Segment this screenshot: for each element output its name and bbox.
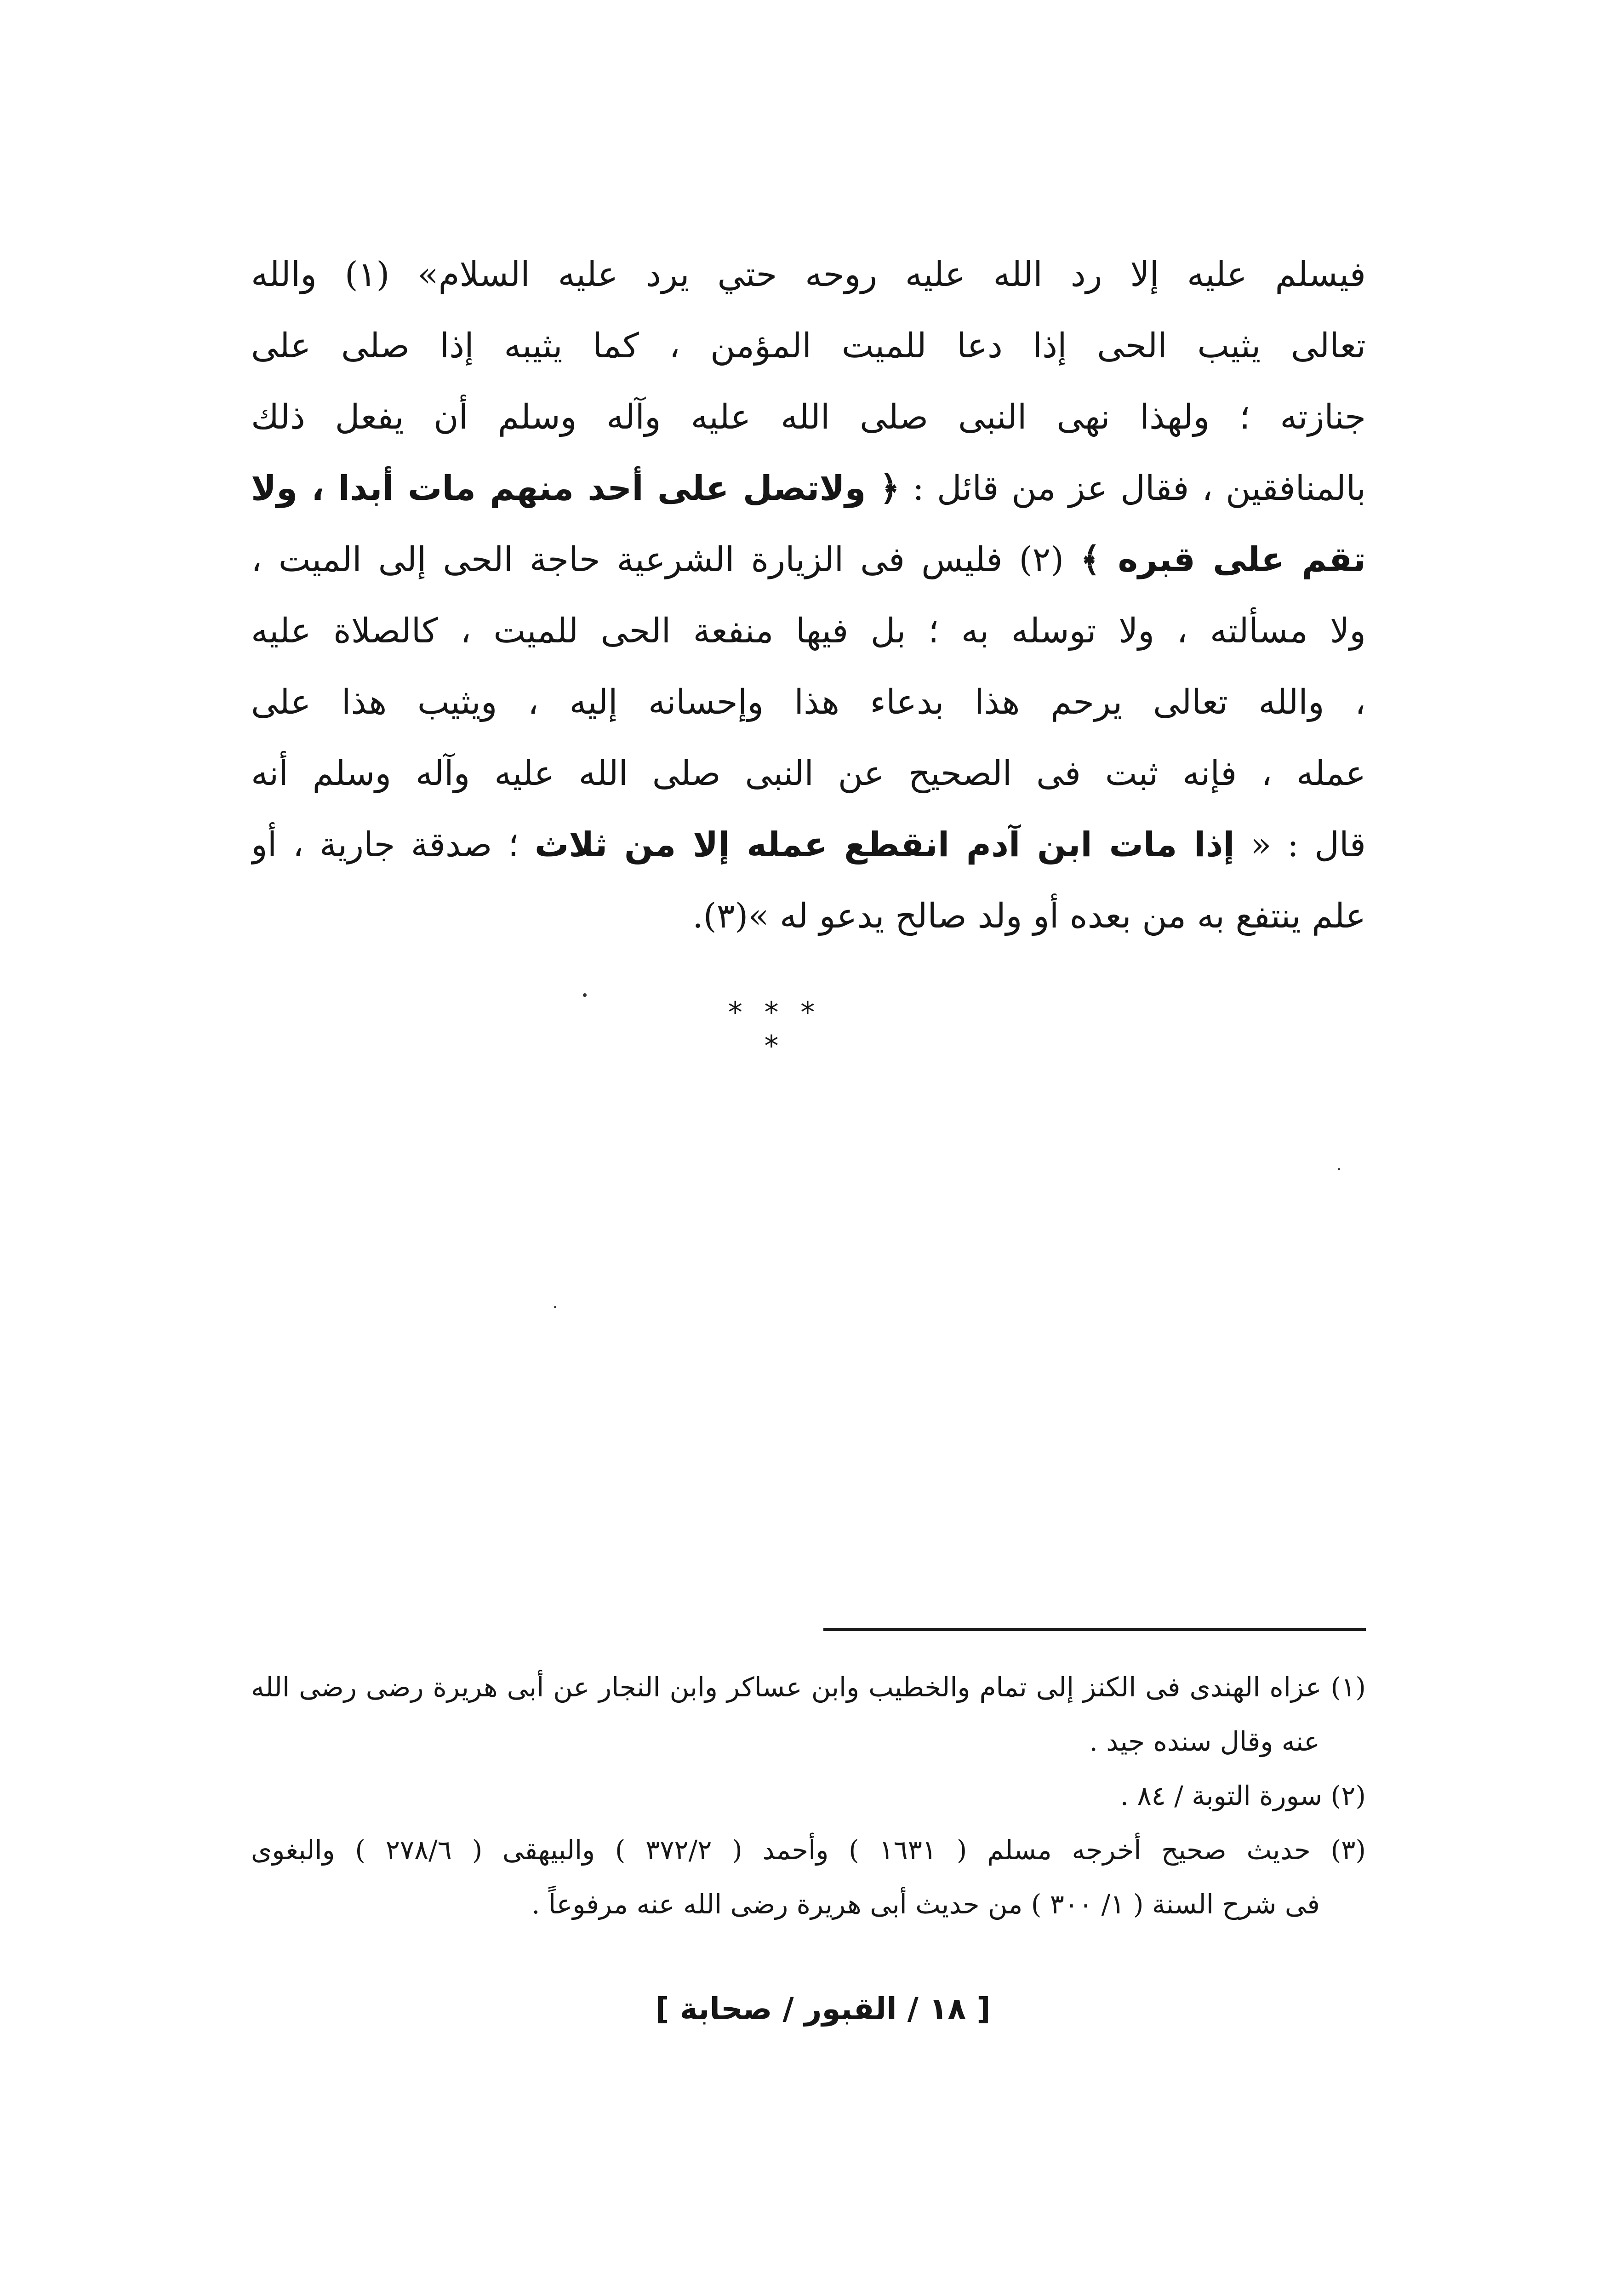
text-segment: عمله ، فإنه ثبت فى الصحيح عن النبى صلى الله عليه وآله وسلم أنه (251, 754, 1366, 793)
main-text-block (251, 239, 1366, 952)
quran-quote-bold: ﴿ ولاتصل على أحد منهم مات أبدا ، ولا (251, 469, 900, 508)
text-segment: ، والله تعالى يرحم هذا بدعاء هذا وإحسانه إليه ، ويثيب هذا على (251, 682, 1366, 722)
text-segment: قال : « (1234, 825, 1366, 865)
text-segment: (٢) فليس فى الزيارة الشرعية حاجة الحى إلى الميت ، (251, 540, 1080, 579)
text-line-9 (251, 809, 1366, 881)
text-segment: فيسلم عليه إلا رد الله عليه روحه حتي يرد عليه السلام» (١) والله (251, 255, 1366, 294)
text-line-10 (251, 881, 1366, 952)
section-separator: * * * * (728, 996, 822, 1063)
text-line-6 (251, 595, 1366, 667)
text-line-3 (251, 382, 1366, 453)
page-number-label: [ ١٨ / القبور / صحابة ] (655, 1991, 991, 2027)
text-segment: جنازته ؛ ولهذا نهى النبى صلى الله عليه وآله وسلم أن يفعل ذلك (251, 397, 1366, 437)
text-segment: تعالى يثيب الحى إذا دعا للميت المؤمن ، كما يثيبه إذا صلى على (251, 326, 1366, 366)
text-segment: بالمنافقين ، فقال عز من قائل : (900, 469, 1366, 508)
text-line-2 (251, 310, 1366, 382)
text-segment: علم ينتفع به من بعده أو ولد صالح يدعو له »(٣). (692, 896, 1366, 936)
footnote-2: (٢) سورة التوبة / ٨٤ . (1120, 1780, 1366, 1811)
hadith-quote-bold: إذا مات ابن آدم انقطع عمله إلا من ثلاث (534, 825, 1235, 865)
quran-quote-bold: تقم على قبره ﴾ (1080, 540, 1366, 579)
scan-speck (1338, 1168, 1340, 1170)
footnote-divider (823, 1628, 1366, 1631)
footnote-3-continuation: فى شرح السنة ( ١/ ٣٠٠ ) من حديث أبى هريرة رضى الله عنه مرفوعاً . (531, 1889, 1320, 1920)
text-line-4 (251, 453, 1366, 524)
footnote-1-continuation: عنه وقال سنده جيد . (1089, 1726, 1320, 1757)
scan-speck (583, 993, 587, 997)
footnote-3: (٣) حديث صحيح أخرجه مسلم ( ١٦٣١ ) وأحمد ( ٣٧٢/٢ ) والبيهقى ( ٢٧٨/٦ ) والبغوى (251, 1834, 1366, 1866)
text-segment: ولا مسألته ، ولا توسله به ؛ بل فيها منفعة الحى للميت ، كالصلاة عليه (251, 611, 1366, 651)
footnote-1: (١) عزاه الهندى فى الكنز إلى تمام والخطيب وابن عساكر وابن النجار عن أبى هريرة رضى رضى الله (251, 1672, 1366, 1703)
text-segment: ؛ صدقة جارية ، أو (251, 825, 535, 865)
text-line-1 (251, 239, 1366, 310)
scan-speck (554, 1306, 556, 1308)
footnotes-block (251, 1660, 1366, 1931)
text-line-7 (251, 667, 1366, 738)
text-line-8 (251, 738, 1366, 809)
text-line-5 (251, 524, 1366, 595)
